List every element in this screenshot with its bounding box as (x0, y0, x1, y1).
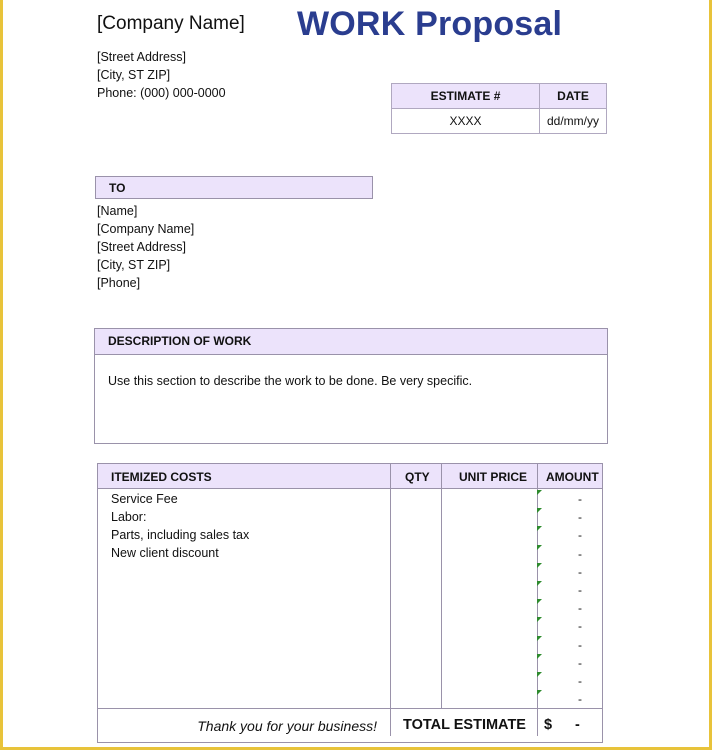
costs-header-row (98, 464, 602, 489)
unit-price-header: UNIT PRICE (459, 470, 528, 484)
estimate-number-value[interactable]: XXXX (392, 109, 540, 134)
to-label: TO (109, 181, 126, 195)
company-name: [Company Name] (97, 13, 245, 34)
formula-indicator-icon (537, 490, 542, 495)
items-header: ITEMIZED COSTS (111, 470, 212, 484)
price-divider (441, 464, 442, 708)
document-title: WORK Proposal (297, 5, 563, 43)
formula-indicator-icon (537, 526, 542, 531)
company-city: [City, ST ZIP] (97, 68, 171, 82)
formula-indicator-icon (537, 599, 542, 604)
amount-cell[interactable]: - (578, 601, 582, 616)
description-text[interactable]: Use this section to describe the work to be done. Be very specific. (108, 374, 473, 388)
formula-indicator-icon (537, 654, 542, 659)
amount-cell[interactable]: - (578, 674, 582, 688)
formula-indicator-icon (537, 617, 542, 622)
formula-indicator-icon (537, 581, 542, 586)
total-divider (98, 708, 602, 709)
amount-cell[interactable]: - (578, 583, 582, 597)
to-header (95, 176, 373, 199)
to-company: [Company Name] (97, 222, 195, 236)
amount-cell[interactable]: - (578, 619, 582, 634)
formula-indicator-icon (537, 672, 542, 677)
amount-cell[interactable]: - (578, 510, 582, 525)
cost-item-labor: Labor: (111, 510, 147, 524)
date-header: DATE (540, 84, 607, 109)
amount-header: AMOUNT (546, 470, 599, 484)
qty-header: QTY (405, 470, 430, 484)
amount-cell[interactable]: - (578, 564, 582, 579)
amount-cell[interactable]: - (578, 637, 582, 652)
formula-indicator-icon (537, 563, 542, 568)
qty-divider (390, 464, 391, 736)
cost-item-discount: New client discount (111, 546, 219, 560)
formula-indicator-icon (537, 545, 542, 550)
to-city: [City, ST ZIP] (97, 258, 171, 272)
description-header (95, 329, 607, 355)
formula-indicator-icon (537, 636, 542, 641)
company-phone: Phone: (000) 000-0000 (97, 86, 226, 100)
to-name: [Name] (97, 204, 138, 218)
description-header-label: DESCRIPTION OF WORK (108, 334, 252, 348)
to-street: [Street Address] (97, 240, 186, 254)
estimate-number-header: ESTIMATE # (392, 84, 540, 109)
amount-cell[interactable]: - (578, 655, 582, 670)
total-estimate-value: - (575, 717, 580, 733)
cost-item-parts: Parts, including sales tax (111, 528, 250, 542)
cost-item-service-fee: Service Fee (111, 492, 178, 506)
to-phone: [Phone] (97, 276, 141, 290)
description-section (94, 328, 608, 444)
amount-cell[interactable]: - (578, 546, 582, 561)
amount-cell[interactable]: - (578, 692, 582, 707)
total-currency: $ (544, 717, 553, 733)
estimate-table (391, 83, 607, 134)
formula-indicator-icon (537, 690, 542, 695)
itemized-costs-table (97, 463, 603, 743)
thank-you-note: Thank you for your business! (197, 718, 377, 734)
formula-indicator-icon (537, 508, 542, 513)
amount-cell[interactable]: - (578, 492, 582, 506)
amount-cell[interactable]: - (578, 528, 582, 543)
total-estimate-label: TOTAL ESTIMATE (403, 717, 526, 733)
date-value[interactable]: dd/mm/yy (540, 109, 607, 134)
company-street: [Street Address] (97, 50, 186, 64)
